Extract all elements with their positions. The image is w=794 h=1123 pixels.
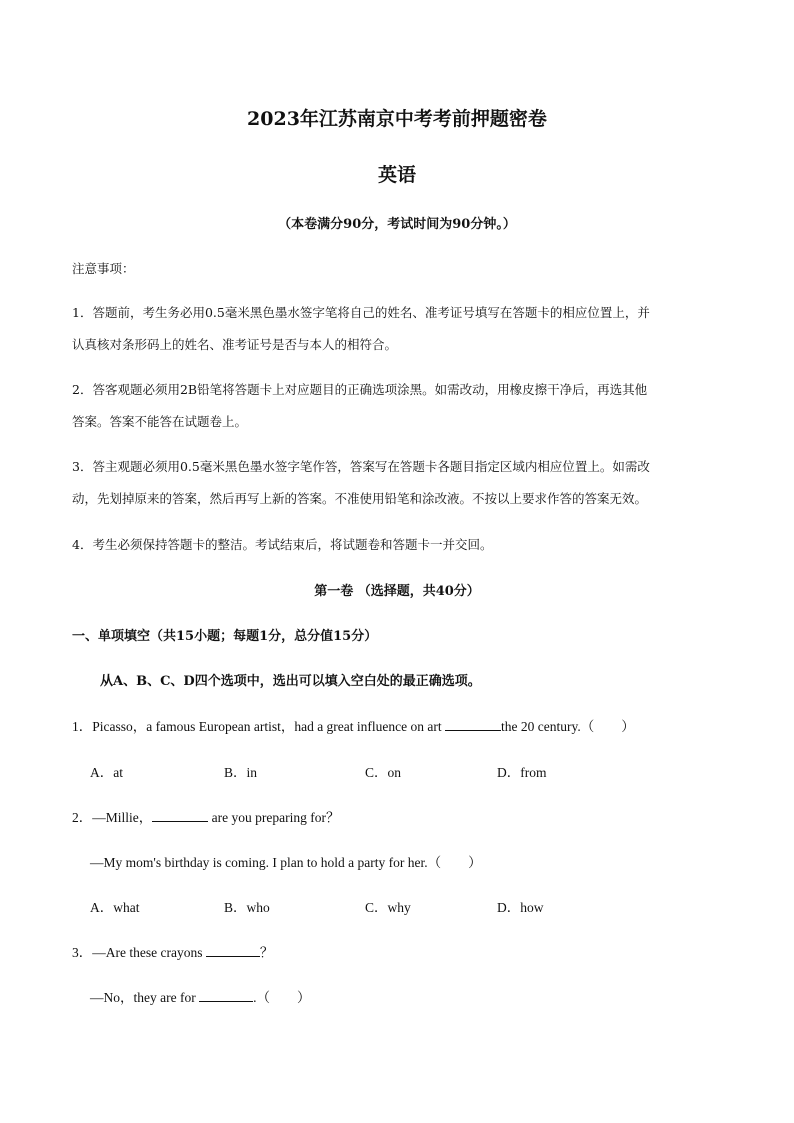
- question-3-line-2-pre: —No，they are for: [90, 990, 200, 1005]
- question-1-option-b[interactable]: B．in: [224, 765, 258, 780]
- exam-title: 2023年江苏南京中考考前押题密卷: [247, 108, 547, 130]
- notice-item-3-line-1: 3．答主观题必须用0.5毫米黑色墨水签字笔作答，答案写在答题卡各题目指定区域内相应位置上。如需改: [72, 459, 650, 474]
- notice-item-1-line-1: 1．答题前，考生务必用0.5毫米黑色墨水签字笔将自己的姓名、准考证号填写在答题卡的相应位置上，并: [72, 305, 650, 320]
- part-1-heading: 第一卷 （选择题，共40分）: [314, 584, 480, 599]
- section-instruction: 从A、B、C、D四个选项中，选出可以填入空白处的最正确选项。: [100, 674, 481, 689]
- notice-item-1-line-2: 认真核对条形码上的姓名、准考证号是否与本人的相符合。: [72, 337, 398, 352]
- question-3-line-2-post: .（ ）: [253, 990, 311, 1005]
- notice-item-3-line-2: 动，先划掉原来的答案，然后再写上新的答案。不准使用铅笔和涂改液。不按以上要求作答的答案无效。: [72, 491, 648, 506]
- question-3-stem: [72, 941, 273, 961]
- notice-heading: 注意事项：: [72, 261, 135, 276]
- question-2-option-d[interactable]: D．how: [497, 900, 544, 915]
- question-2-option-a[interactable]: A．what: [90, 900, 140, 915]
- question-2-option-c[interactable]: C．why: [365, 900, 411, 915]
- question-2-option-b[interactable]: B．who: [224, 900, 270, 915]
- notice-item-2-line-1: 2．答客观题必须用2B铅笔将答题卡上对应题目的正确选项涂黑。如需改动，用橡皮擦干净后，再选其他: [72, 382, 648, 397]
- question-3-line-2: [90, 986, 310, 1006]
- question-3-blank: [206, 944, 260, 957]
- question-2-stem: [72, 806, 339, 826]
- question-2-stem-post: are you preparing for？: [208, 810, 340, 825]
- question-1-option-a[interactable]: A．at: [90, 765, 123, 780]
- subject-title: 英语: [377, 164, 416, 186]
- question-2-line-2: —My mom's birthday is coming. I plan to hold a party for her.（ ）: [90, 855, 482, 870]
- question-1-blank: [445, 718, 501, 731]
- question-1-stem-pre: 1．Picasso，a famous European artist，had a great influence on art: [72, 719, 446, 734]
- question-2-blank: [152, 809, 208, 822]
- question-3-stem-post: ？: [259, 945, 274, 960]
- question-1-option-d[interactable]: D．from: [497, 765, 547, 780]
- question-1-stem-post: the 20 century.（ ）: [501, 719, 635, 734]
- section-heading: 一、单项填空（共15小题；每题1分，总分值15分）: [72, 629, 378, 644]
- question-1-option-c[interactable]: C．on: [365, 765, 402, 780]
- question-2-stem-pre: 2．—Millie，: [72, 810, 153, 825]
- score-note: （本卷满分90分，考试时间为90分钟。）: [278, 217, 516, 232]
- notice-item-2-line-2: 答案。答案不能答在试题卷上。: [72, 414, 248, 429]
- question-3-blank-2: [199, 989, 253, 1002]
- question-1-stem: [72, 715, 635, 735]
- question-3-stem-pre: 3．—Are these crayons: [72, 945, 206, 960]
- notice-item-4: 4．考生必须保持答题卡的整洁。考试结束后，将试题卷和答题卡一并交回。: [72, 537, 493, 552]
